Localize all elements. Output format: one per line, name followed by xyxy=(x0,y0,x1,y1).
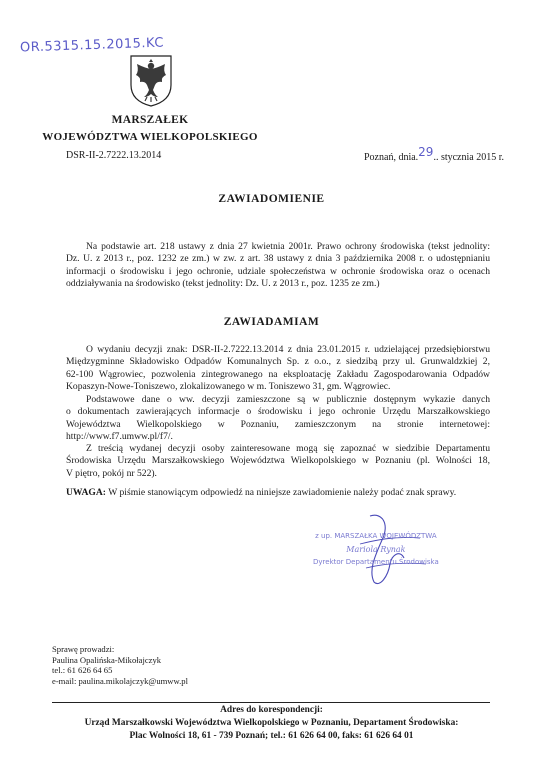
intro-line: Na podstawie art. 218 ustawy z dnia 27 kwietnia 2001r. Prawo ochrony środowiska (tekst jednolity: xyxy=(86,241,490,252)
document-title: ZAWIADOMIENIE xyxy=(218,193,325,205)
footer-divider xyxy=(52,702,490,703)
access-paragraph xyxy=(66,443,490,480)
authority-title: MARSZAŁEK xyxy=(111,114,189,126)
handwritten-reference: OR.5315.15.2015.KC xyxy=(19,35,165,56)
data-list-line: o dokumentach zawierających informacje o środowisku i jego ochronie Urzędu Marszałkowskiego xyxy=(66,406,490,418)
intro-paragraph xyxy=(66,241,490,291)
prepared-by-email[interactable]: e-mail: paulina.mikolajczyk@umww.pl xyxy=(52,676,188,687)
access-line: Z treścią wydanej decyzji osoby zainteresowane mogą się zapoznać w siedzibie Departamentu xyxy=(86,443,490,454)
access-line: V piętro, pokój nr 522). xyxy=(66,467,157,479)
note-label: UWAGA: xyxy=(66,487,106,498)
place-date xyxy=(364,145,504,163)
decision-heading: ZAWIADAMIAM xyxy=(223,316,320,328)
access-line: Środowiska Urzędu Marszałkowskiego Województwa Wielkopolskiego w Poznaniu (pl. Wolności 18, xyxy=(66,455,490,467)
prepared-by-block xyxy=(52,644,188,687)
footer-office: Urząd Marszałkowski Województwa Wielkopolskiego w Poznaniu, Departament Środowiska: xyxy=(84,718,459,728)
dots: .. xyxy=(433,152,441,163)
place-date-suffix: stycznia 2015 r. xyxy=(440,152,504,163)
dots: . xyxy=(415,152,419,163)
decision-paragraph xyxy=(66,344,490,394)
intro-line: Dz. U. z 2013 r., poz. 1232 ze zm.) w zw. z art. 38 ustawy z dnia 3 października 2008 r. o udostępnianiu xyxy=(66,253,490,265)
decision-line: Międzygminne Składowisko Odpadów Komunalnych Sp. z o.o., z siedzibą przy ul. Grunwaldzkiej 2, xyxy=(66,356,490,368)
footer-contact: Plac Wolności 18, 61 - 739 Poznań; tel.: 61 626 64 00, faks: 61 626 64 01 xyxy=(129,731,414,741)
decision-line: 62-100 Wągrowiec, pozwolenia zintegrowanego na eksploatację Zakładu Zagospodarowania Odpadów xyxy=(66,368,490,380)
stamp-name: Mariola Rynak xyxy=(346,545,406,554)
note xyxy=(66,487,490,498)
handwritten-day: 29 xyxy=(418,145,434,159)
prepared-by-phone: tel.: 61 626 64 65 xyxy=(52,665,113,676)
intro-line: oddziaływania na środowisko (tekst jednolity: Dz. U. z 2013 r., poz. 1235 ze zm.) xyxy=(66,278,380,290)
footer-address xyxy=(40,704,503,743)
reference-number: DSR-II-2.7222.13.2014 xyxy=(66,150,162,161)
official-stamp xyxy=(313,530,439,569)
data-list-url[interactable]: http://www.f7.umww.pl/f7/. xyxy=(66,431,173,443)
footer-heading: Adres do korespondencji: xyxy=(220,705,323,715)
prepared-by-label: Sprawę prowadzi: xyxy=(52,644,115,654)
stamp-line: z up. MARSZAŁKA WOJEWÓDZTWA xyxy=(315,532,437,540)
decision-line: O wydaniu decyzji znak: DSR-II-2.7222.13.2014 z dnia 23.01.2015 r. udzielającej przedsiębiorstwu xyxy=(86,344,490,355)
note-text: W piśmie stanowiącym odpowiedź na niniejsze zawiadomienie należy podać znak sprawy. xyxy=(108,487,457,498)
place-date-prefix: Poznań, dnia xyxy=(364,152,416,163)
stamp-position: Dyrektor Departamentu Środowiska xyxy=(313,558,439,566)
data-list-line: Województwa Wielkopolskiego w Poznaniu, zamieszczonym na stronie internetowej: xyxy=(66,418,490,430)
decision-line: Kopaszyn-Nowe-Toniszewo, zlokalizowanego w m. Toniszewo 31, gm. Wągrowiec. xyxy=(66,381,391,393)
intro-line: informacji o środowisku i jego ochronie, udziale społeczeństwa w ochronie środowiska oraz o ocenach xyxy=(66,265,490,277)
prepared-by-name: Paulina Opalińska-Mikołajczyk xyxy=(52,654,162,665)
authority-subtitle: WOJEWÓDZTWA WIELKOPOLSKIEGO xyxy=(42,131,258,143)
eagle-coat-of-arms-icon xyxy=(130,55,172,107)
data-list-line: Podstawowe dane o ww. decyzji zamieszczone są w publicznie dostępnym wykazie danych xyxy=(86,394,490,405)
data-list-paragraph xyxy=(66,394,490,444)
